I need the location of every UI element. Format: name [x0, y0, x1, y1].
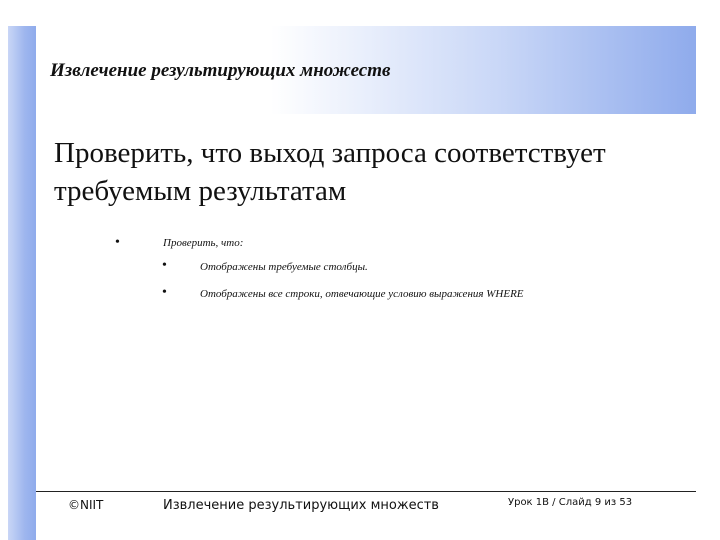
bullet-level1: Проверить, что:: [163, 237, 244, 249]
bullet-marker-level2-2: •: [162, 285, 167, 300]
bullet-level2-2: Отображены все строки, отвечающие условию выражения WHERE: [200, 288, 524, 300]
footer-divider: [36, 491, 696, 492]
footer-title: Извлечение результирующих множеств: [163, 498, 439, 513]
footer-page-number: Урок 1B / Слайд 9 из 53: [508, 497, 633, 508]
bullet-marker-level2-1: •: [162, 258, 167, 273]
slide-headline: Проверить, что выход запроса соответствует требуемым результатам: [54, 137, 606, 207]
bullet-marker-level1: •: [115, 235, 120, 250]
bullet-level2-1: Отображены требуемые столбцы.: [200, 261, 368, 273]
left-accent-bar: [8, 26, 36, 540]
slide-title: Извлечение результирующих множеств: [50, 60, 391, 81]
footer-copyright: ©NIIT: [68, 498, 104, 512]
